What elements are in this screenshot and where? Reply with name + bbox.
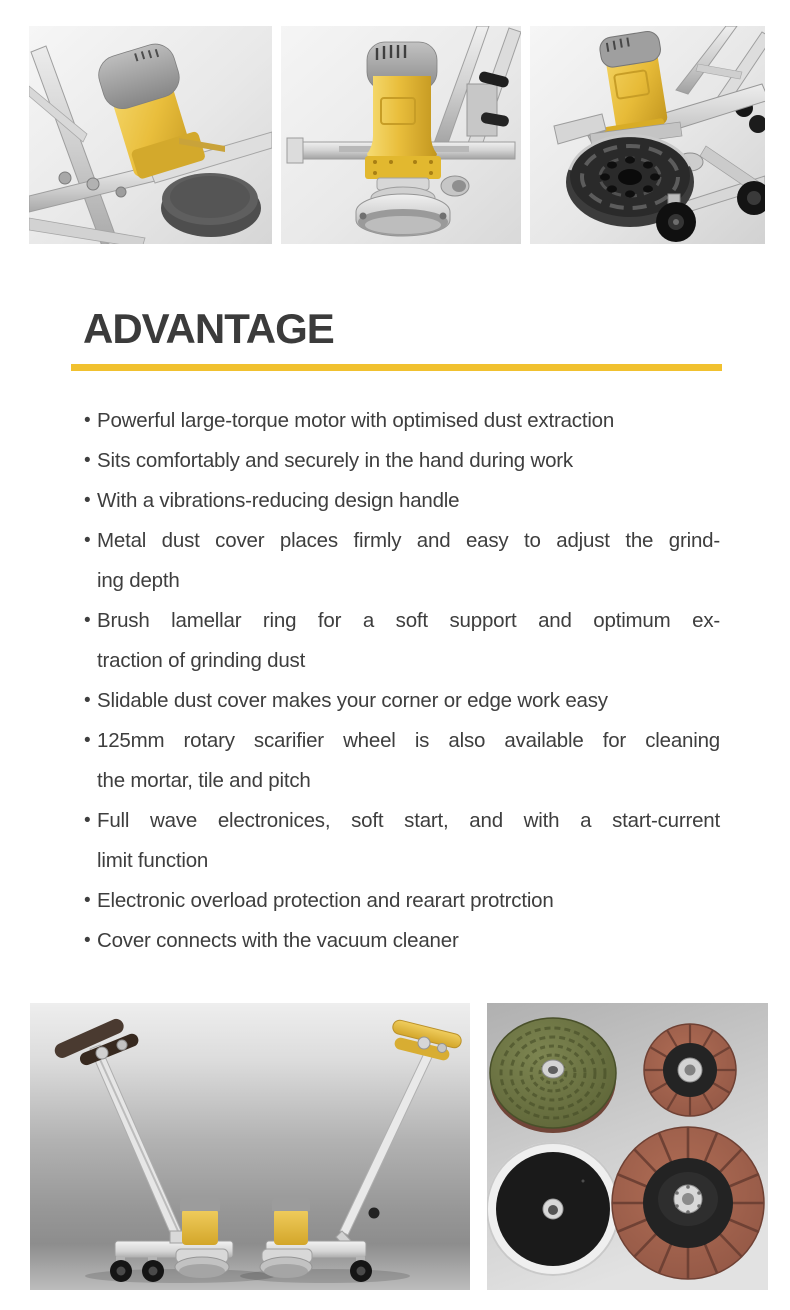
advantage-underline-bar xyxy=(71,364,722,371)
advantage-item xyxy=(83,681,720,721)
bottom-image-row xyxy=(30,1003,768,1290)
advantage-line: ing depth xyxy=(97,569,180,592)
advantage-line: Brush lamellar ring for a soft support and optimum ex- xyxy=(97,609,720,632)
advantage-item xyxy=(83,481,720,521)
bullet-icon: • xyxy=(84,810,91,831)
advantage-item xyxy=(83,921,720,961)
small-cup-wheel xyxy=(644,1024,736,1116)
advantage-line: Slidable dust cover makes your corner or edge work easy xyxy=(97,689,608,712)
advantage-item xyxy=(83,881,720,921)
product-photo-discs xyxy=(487,1003,768,1290)
bullet-icon: • xyxy=(84,890,91,911)
advantage-line: Cover connects with the vacuum cleaner xyxy=(97,929,459,952)
bullet-icon: • xyxy=(84,930,91,951)
product-photo-underside xyxy=(530,26,765,244)
advantage-line: the mortar, tile and pitch xyxy=(97,769,311,792)
advantage-line: limit function xyxy=(97,849,209,872)
top-image-row xyxy=(29,26,766,244)
grinder-front-illustration xyxy=(281,26,521,244)
section-title: ADVANTAGE xyxy=(83,305,334,352)
advantage-line: With a vibrations-reducing design handle xyxy=(97,489,460,512)
advantage-line: Powerful large-torque motor with optimised dust extraction xyxy=(97,409,615,432)
bullet-icon: • xyxy=(84,690,91,711)
grinder-angled-illustration xyxy=(29,26,272,244)
bullet-icon: • xyxy=(84,410,91,431)
advantage-section xyxy=(0,305,790,961)
advantage-item xyxy=(83,521,720,601)
advantage-line: Metal dust cover places firmly and easy to adjust the grind- xyxy=(97,529,720,552)
advantage-line: Electronic overload protection and rearart protrction xyxy=(97,889,554,912)
advantage-item xyxy=(83,401,720,441)
advantage-line: Full wave electronices, soft start, and with a start-current xyxy=(97,809,720,832)
grinder-underside-illustration xyxy=(530,26,765,244)
bullet-icon: • xyxy=(84,450,91,471)
product-photo-front xyxy=(281,26,521,244)
bullet-icon: • xyxy=(84,530,91,551)
advantage-item xyxy=(83,801,720,881)
two-grinders-illustration xyxy=(30,1003,470,1290)
discs-illustration xyxy=(487,1003,768,1290)
product-photo-angled xyxy=(29,26,272,244)
bullet-icon: • xyxy=(84,490,91,511)
advantage-list xyxy=(83,401,720,961)
advantage-item xyxy=(83,721,720,801)
bullet-icon: • xyxy=(84,730,91,751)
green-polishing-pad xyxy=(490,1018,616,1133)
large-cup-wheel xyxy=(612,1127,764,1279)
bullet-icon: • xyxy=(84,610,91,631)
yellow-motor xyxy=(367,76,437,166)
advantage-line: traction of grinding dust xyxy=(97,649,306,672)
product-photo-machines xyxy=(30,1003,470,1290)
advantage-item xyxy=(83,601,720,681)
black-backing-pad xyxy=(487,1142,620,1276)
advantage-line: Sits comfortably and securely in the hand during work xyxy=(97,449,573,472)
advantage-item xyxy=(83,441,720,481)
advantage-line: 125mm rotary scarifier wheel is also available for cleaning xyxy=(97,729,720,752)
